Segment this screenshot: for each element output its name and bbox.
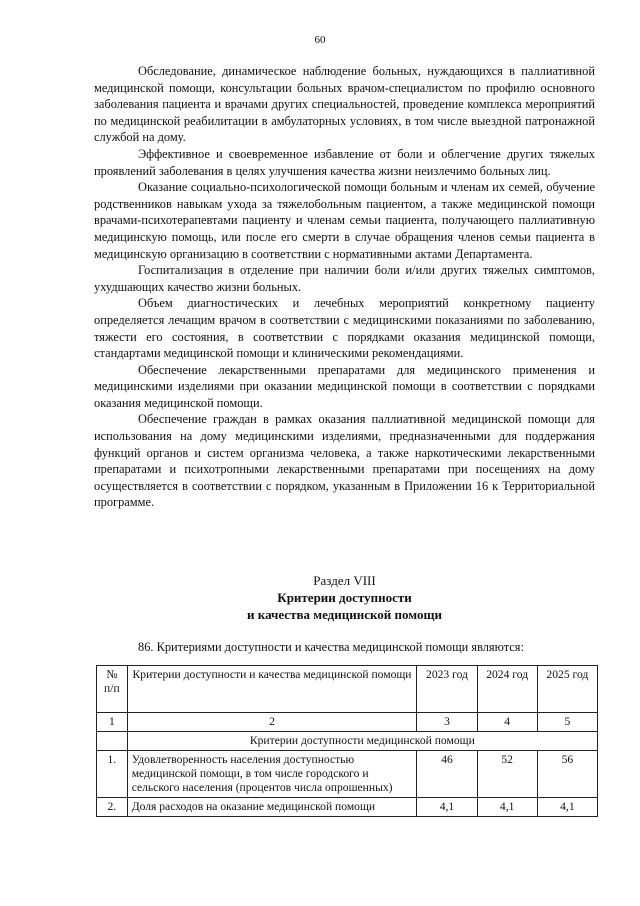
- group-spacer-cell: [97, 732, 128, 751]
- header-2024: 2024 год: [477, 666, 537, 713]
- table-row: [97, 798, 598, 817]
- paragraph: Эффективное и своевременное избавление от боли и облегчение других тяжелых проявлений заболевания в целях улучшения качества жизни неизлечимо больных лиц.: [94, 146, 595, 178]
- paragraph: Обеспечение лекарственными препаратами для медицинского применения и медицинскими изделиями при оказании медицинской помощи в соответствии с порядками оказания медицинской помощи.: [94, 362, 595, 410]
- column-number: 4: [477, 713, 537, 732]
- table-header-row: [97, 666, 598, 713]
- section-title-line-2: и качества медицинской помощи: [247, 607, 442, 622]
- row-value-2024: 52: [477, 751, 537, 798]
- row-value-2024: 4,1: [477, 798, 537, 817]
- table-row: [97, 751, 598, 798]
- row-value-2023: 4,1: [417, 798, 477, 817]
- row-value-2025: 56: [537, 751, 597, 798]
- paragraph: Объем диагностических и лечебных мероприятий конкретному пациенту определяется лечащим врачом в соответствии с медицинскими показаниями по заболеванию, тяжести его состояния, в соответствии с порядками оказания медицинской помощи, стандартами медицинской помощи и клиническими рекомендациями.: [94, 296, 595, 361]
- row-num: 1.: [97, 751, 128, 798]
- row-value-2025: 4,1: [537, 798, 597, 817]
- column-number: 3: [417, 713, 477, 732]
- paragraph: Обеспечение граждан в рамках оказания паллиативной медицинской помощи для использования на дому медицинскими изделиями, предназначенными для поддержания функций органов и систем организма человека, а также наркотическими лекарственными препаратами и психотропными лекарственными препаратами при посещениях на дому осуществляется в соответствии с порядком, указанным в Приложении 16 к Территориальной программе.: [94, 412, 595, 510]
- paragraph: Госпитализация в отделение при наличии боли и/или других тяжелых симптомов, ухудшающих качество жизни больных.: [94, 263, 595, 294]
- column-number: 2: [127, 713, 417, 732]
- section-title-line-1: Критерии доступности: [277, 590, 412, 605]
- criteria-intro: 86. Критериями доступности и качества медицинской помощи являются:: [138, 640, 524, 654]
- column-number-row: [97, 713, 598, 732]
- group-title: Критерии доступности медицинской помощи: [127, 732, 597, 751]
- group-row: [97, 732, 598, 751]
- row-criteria: Удовлетворенность населения доступностью медицинской помощи, в том числе городского и сельского населения (процентов числа опрошенных): [127, 751, 417, 798]
- criteria-table: [96, 665, 598, 817]
- paragraph: Оказание социально-психологической помощи больным и членам их семей, обучение родственников навыкам ухода за тяжелобольным пациентом, а также медицинской помощи врачами-психотерапевтами пациенту и членам семьи пациента, получающего паллиативную медицинскую помощь, или после его смерти в случае обращения членов семьи пациента в медицинскую организацию в соответствии с нормативными актами Департамента.: [94, 180, 595, 261]
- column-number: 5: [537, 713, 597, 732]
- section-number: Раздел VIII: [313, 573, 376, 588]
- header-criteria: Критерии доступности и качества медицинской помощи: [127, 666, 417, 713]
- row-criteria: Доля расходов на оказание медицинской помощи: [127, 798, 417, 817]
- header-2025: 2025 год: [537, 666, 597, 713]
- body-text: [94, 63, 595, 511]
- header-2023: 2023 год: [417, 666, 477, 713]
- header-num: № п/п: [97, 666, 128, 713]
- row-value-2023: 46: [417, 751, 477, 798]
- column-number: 1: [97, 713, 128, 732]
- section-heading: [94, 572, 595, 623]
- paragraph: Обследование, динамическое наблюдение больных, нуждающихся в паллиативной медицинской помощи, консультации больных врачом-специалистом по профилю основного заболевания пациента и врачами других специальностей, проведение комплекса мероприятий по медицинской реабилитации в амбулаторных условиях, в том числе выездной патронажной службой на дому.: [94, 64, 595, 145]
- page-number: 60: [314, 34, 326, 46]
- row-num: 2.: [97, 798, 128, 817]
